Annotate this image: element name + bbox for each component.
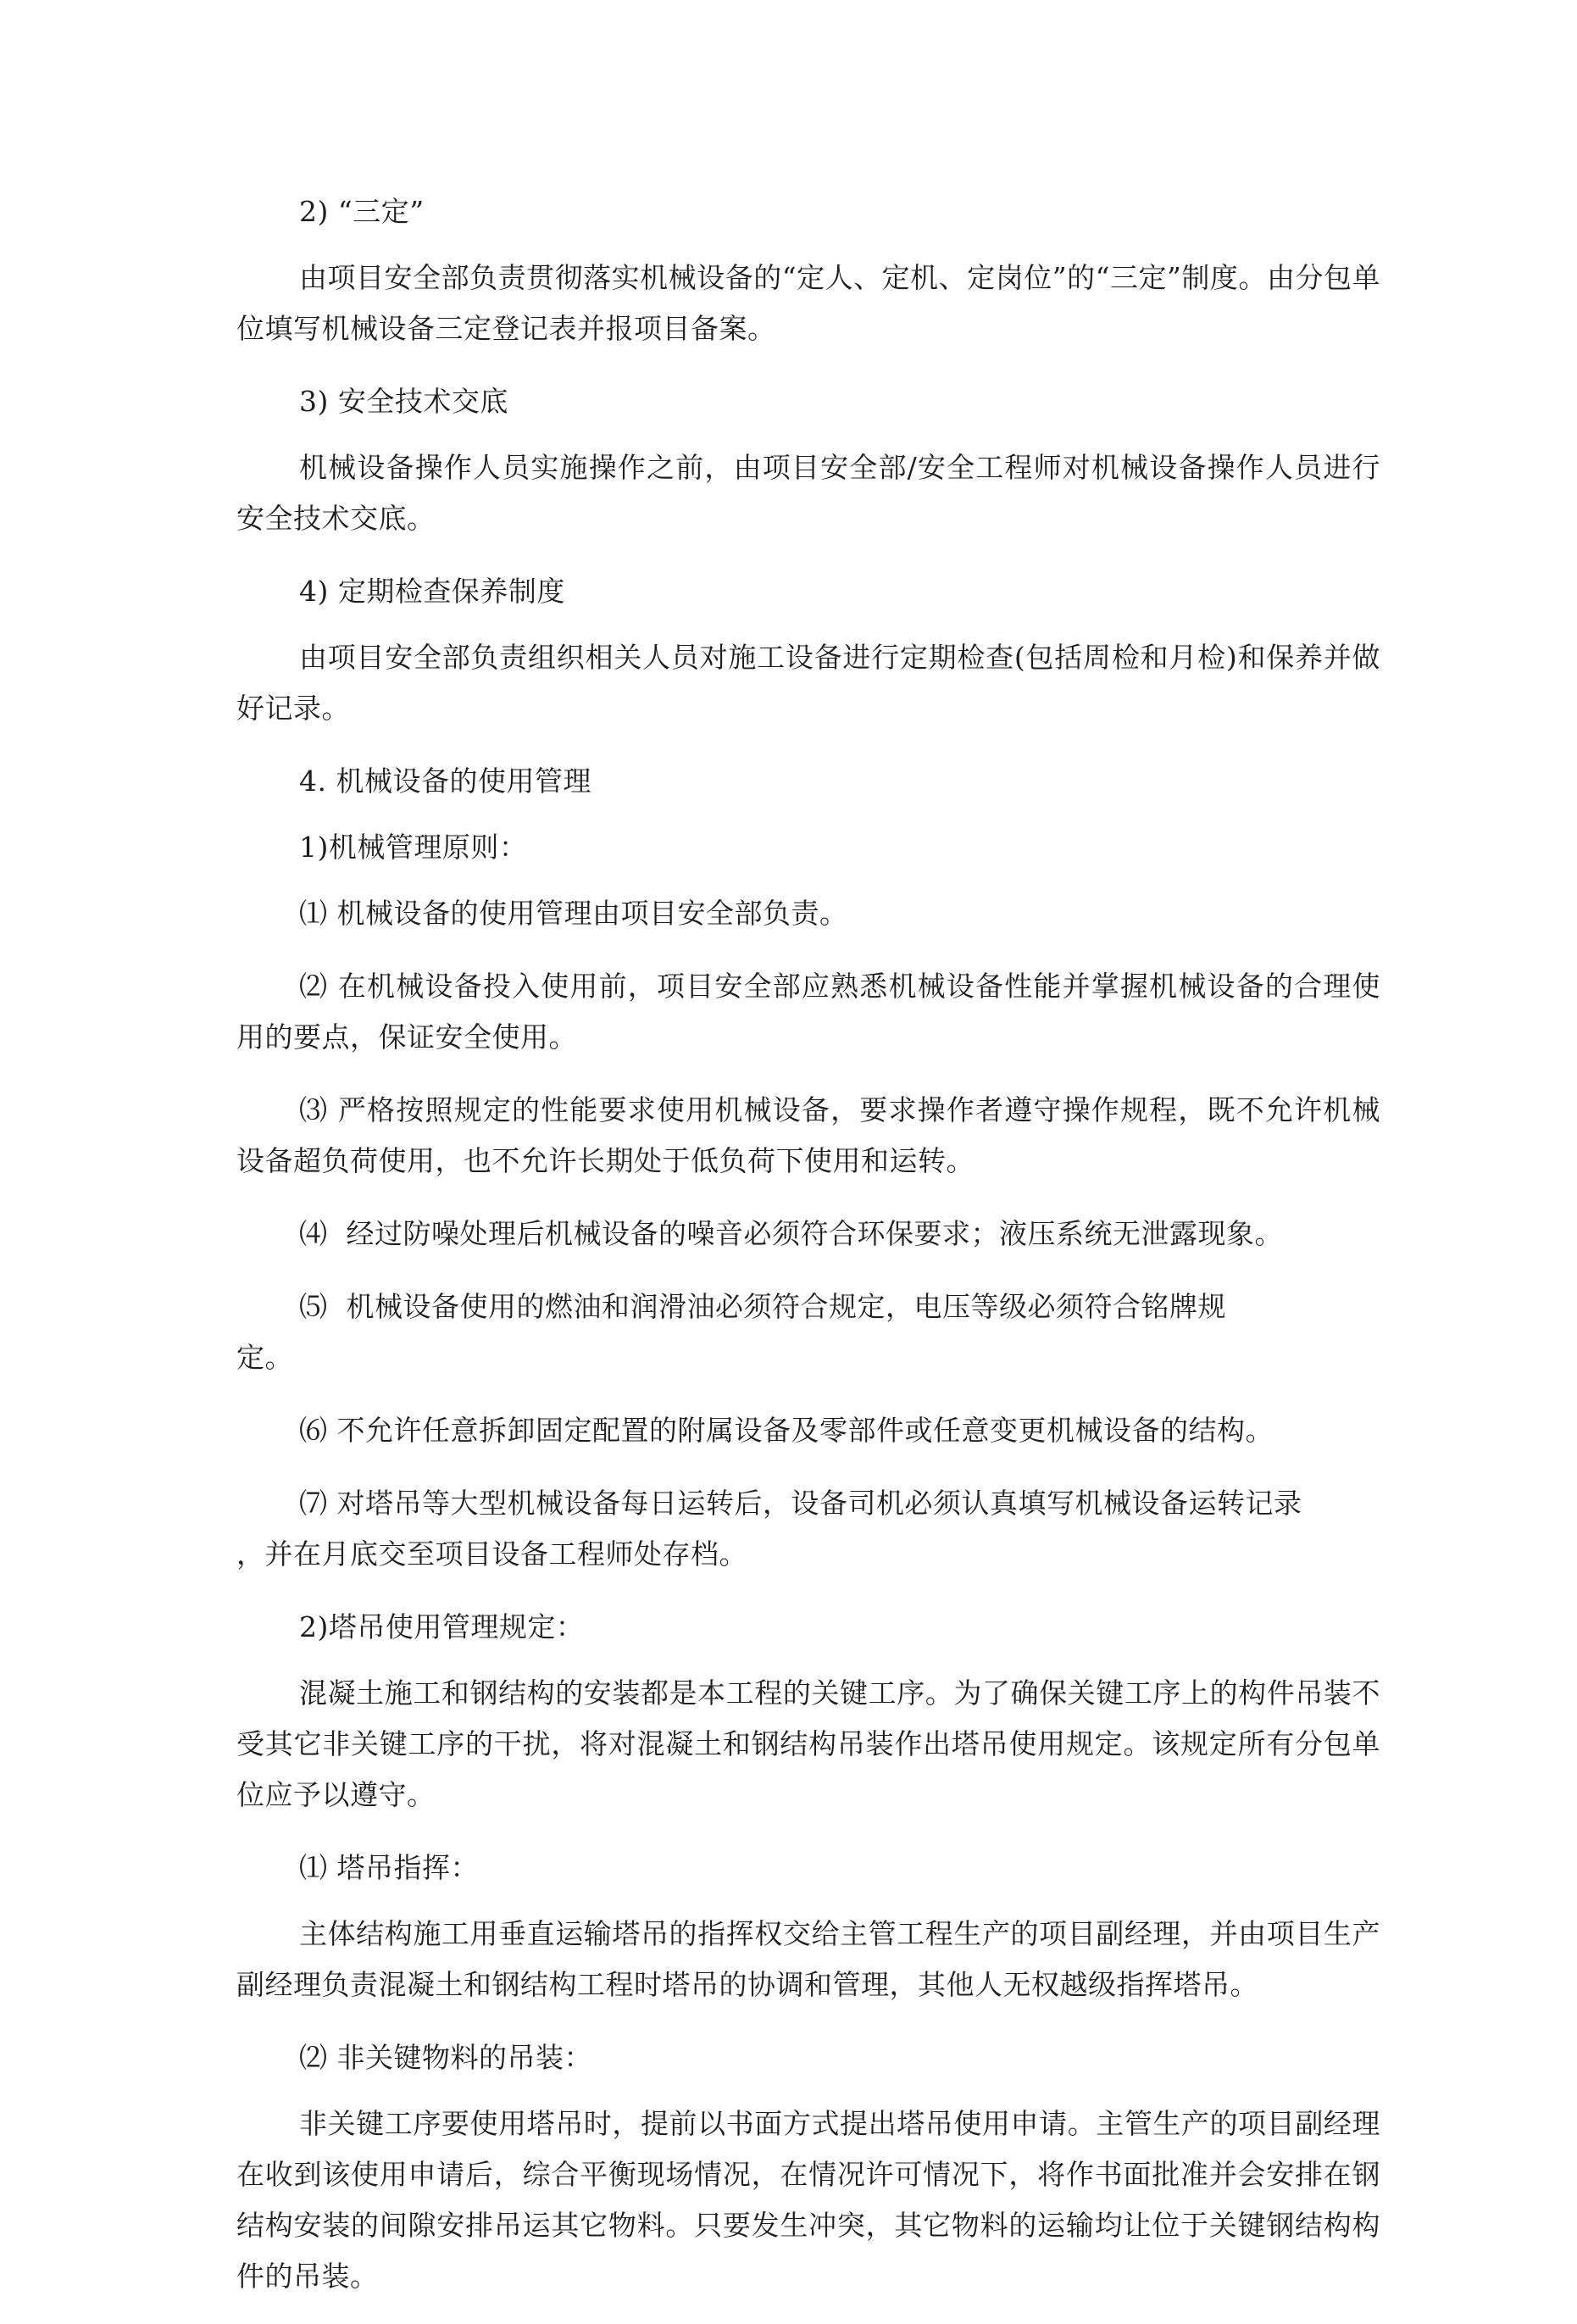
subheading-three-fixed: 2) “三定”: [299, 195, 425, 228]
paragraph-crane-command: 主体结构施工用垂直运输塔吊的指挥权交给主管工程生产的项目副经理，并由项目生产副经理负责混凝土和钢结构工程时塔吊的协调和管理，其他人无权越级指挥塔吊。: [236, 1917, 1380, 2001]
subheading-noncritical-lifting: ⑵ 非关键物料的吊装：: [299, 2041, 592, 2074]
subheading-safety-briefing: 3) 安全技术交底: [299, 385, 508, 418]
paragraph-inspection: 由项目安全部负责组织相关人员对施工设备进行定期检查(包括周检和月检)和保养并做好记录。: [236, 641, 1380, 725]
list-item-5: ⑸ 机械设备使用的燃油和润滑油必须符合规定，电压等级必须符合铭牌规 定。: [236, 1290, 1226, 1374]
paragraph-safety-briefing: 机械设备操作人员实施操作之前，由项目安全部/安全工程师对机械设备操作人员进行安全技术交底。: [236, 451, 1380, 535]
paragraph-crane-rules: 混凝土施工和钢结构的安装都是本工程的关键工序。为了确保关键工序上的构件吊装不受其它非关键工序的干扰，将对混凝土和钢结构吊装作出塔吊使用规定。该规定所有分包单位应予以遵守。: [236, 1676, 1380, 1811]
subheading-inspection: 4) 定期检查保养制度: [299, 575, 565, 608]
list-item-2: ⑵ 在机械设备投入使用前，项目安全部应熟悉机械设备性能并掌握机械设备的合理使用的要点，保证安全使用。: [236, 970, 1380, 1054]
list-item-1: ⑴ 机械设备的使用管理由项目安全部负责。: [299, 897, 848, 930]
document-body: [236, 186, 1380, 2324]
list-item-3: ⑶ 严格按照规定的性能要求使用机械设备，要求操作者遵守操作规程，既不允许机械设备超负荷使用，也不允许长期处于低负荷下使用和运转。: [236, 1093, 1380, 1177]
list-item-6: ⑹ 不允许任意拆卸固定配置的附属设备及零部件或任意变更机械设备的结构。: [299, 1414, 1274, 1447]
paragraph-noncritical-lifting: 非关键工序要使用塔吊时，提前以书面方式提出塔吊使用申请。主管生产的项目副经理在收到该使用申请后，综合平衡现场情况，在情况许可情况下，将作书面批准并会安排在钢结构安装的间隙安排吊运其它物料。只要发生冲突，其它物料的运输均让位于关键钢结构构件的吊装。: [236, 2107, 1380, 2293]
section-heading-usage: 4. 机械设备的使用管理: [299, 764, 591, 798]
subheading-crane-rules: 2)塔吊使用管理规定：: [299, 1610, 585, 1643]
paragraph-three-fixed: 由项目安全部负责贯彻落实机械设备的“定人、定机、定岗位”的“三定”制度。由分包单位填写机械设备三定登记表并报项目备案。: [236, 261, 1380, 345]
subheading-principles: 1)机械管理原则：: [299, 831, 528, 864]
list-item-4: ⑷ 经过防噪处理后机械设备的噪音必须符合环保要求；液压系统无泄露现象。: [299, 1217, 1283, 1250]
subheading-crane-command: ⑴ 塔吊指挥：: [299, 1851, 479, 1884]
list-item-7: ⑺ 对塔吊等大型机械设备每日运转后，设备司机必须认真填写机械设备运转记录 ，并在月底交至项目设备工程师处存档。: [236, 1487, 1302, 1571]
